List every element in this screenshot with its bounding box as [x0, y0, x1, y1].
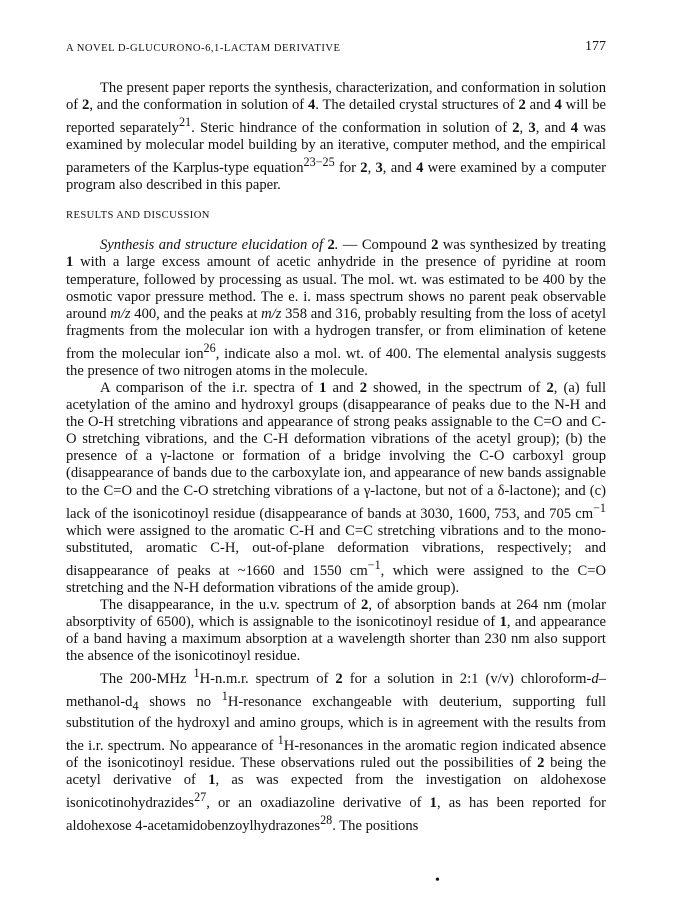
- page-number: 177: [585, 39, 606, 54]
- uv-paragraph: The disappearance, in the u.v. spectrum of 2, of absorption bands at 264 nm (molar absorptivity of 6500), which is assignable to the isonicotinoyl residue of 1, and appearance of a band having a maximum absorption at a wavelength shorter than 230 nm also support the absence of the isonicotinoyl residue.: [66, 596, 606, 665]
- section-heading: RESULTS AND DISCUSSION: [66, 210, 210, 222]
- page-header: [66, 40, 606, 56]
- intro-paragraph: The present paper reports the synthesis, characterization, and conformation in solution of 2, and the conformation in solution of 4. The detailed crystal structures of 2 and 4 will be reported separately$^{21}$. Steric hindrance of the conformation in solution of 2, 3, and 4 was examined by molecular model building by an iterative, computer method, and the empirical parameters of the Karplus-type equation$^{23-25}$ for 2, 3, and 4 were examined by a computer program also described in this paper.: [66, 80, 607, 194]
- ir-paragraph: A comparison of the i.r. spectra of 1 and 2 showed, in the spectrum of 2, (a) full acetylation of the amino and hydroxyl groups (disappearance of peaks due to the N-H and the O-H stretching vibrations and appearance of strong peaks assignable to the C=O and C-O stretching vibrations, and the C-H deformation vibrations of the acetyl group); (b) the presence of a γ-lactone or formation of a bridge involving the C-O carboxyl group (disappearance of bands due to the carboxylate ion, and appearance of new bands assignable to the C=O and the C-O stretching vibrations of a γ-lactone, but not of a δ-lactone); and (c) lack of the isonicotinoyl residue (disappearance of bands at 3030, 1600, 753, and 705 $cm^{-1}$ which were assigned to the aromatic C-H and C=C stretching vibrations and to the mono-substituted, aromatic C-H, out-of-plane deformation vibrations, respectively; and disappearance of peaks at ~1660 and 1550 $cm^{-1}$, which were assigned to the C=O stretching and the N-H deformation vibrations of the amide group).: [66, 379, 606, 596]
- article-body: [66, 80, 606, 835]
- running-title: A NOVEL D-GLUCURONO-6,1-LACTAM DERIVATIVE: [66, 43, 341, 54]
- footer-mark: •: [435, 873, 440, 888]
- synthesis-paragraph: Synthesis and structure elucidation of 2. — Compound 2 was synthesized by treating 1 with a large excess amount of acetic anhydride in the presence of pyridine at room temperature, followed by processing as usual. The mol. wt. was estimated to be 400 by the osmotic vapor pressure method. The e. i. mass spectrum shows no parent peak observable around m/z 400, and the peaks at m/z 358 and 316, probably resulting from the loss of acetyl fragments from the molecular ion with a hydrogen transfer, or from elimination of ketene from the molecular ion$^{26}$, indicate also a mol. wt. of 400. The elemental analysis suggests the presence of two nitrogen atoms in the molecule.: [66, 237, 606, 379]
- nmr-paragraph: The 200-MHz $^1$H-n.m.r. spectrum of 2 for a solution in 2:1 (v/v) chloroform-$d-methanol-d_4$ shows no $^1$H-resonance exchangeable with deuterium, supporting full substitution of the hydroxyl and amino groups, which is in agreement with the results from the i.r. spectrum. No appearance of $^1$H-resonances in the aromatic region indicated absence of the isonicotinoyl residue. These observations ruled out the possibilities of 2 being the acetyl derivative of 1, as was expected from the investigation on aldohexose isonicotinohydrazides$^{27}$, or an oxadiazoline derivative of 1, as has been reported for aldohexose 4-acetamidobenzoylhydrazones$^{28}$. The positions: [66, 666, 607, 835]
